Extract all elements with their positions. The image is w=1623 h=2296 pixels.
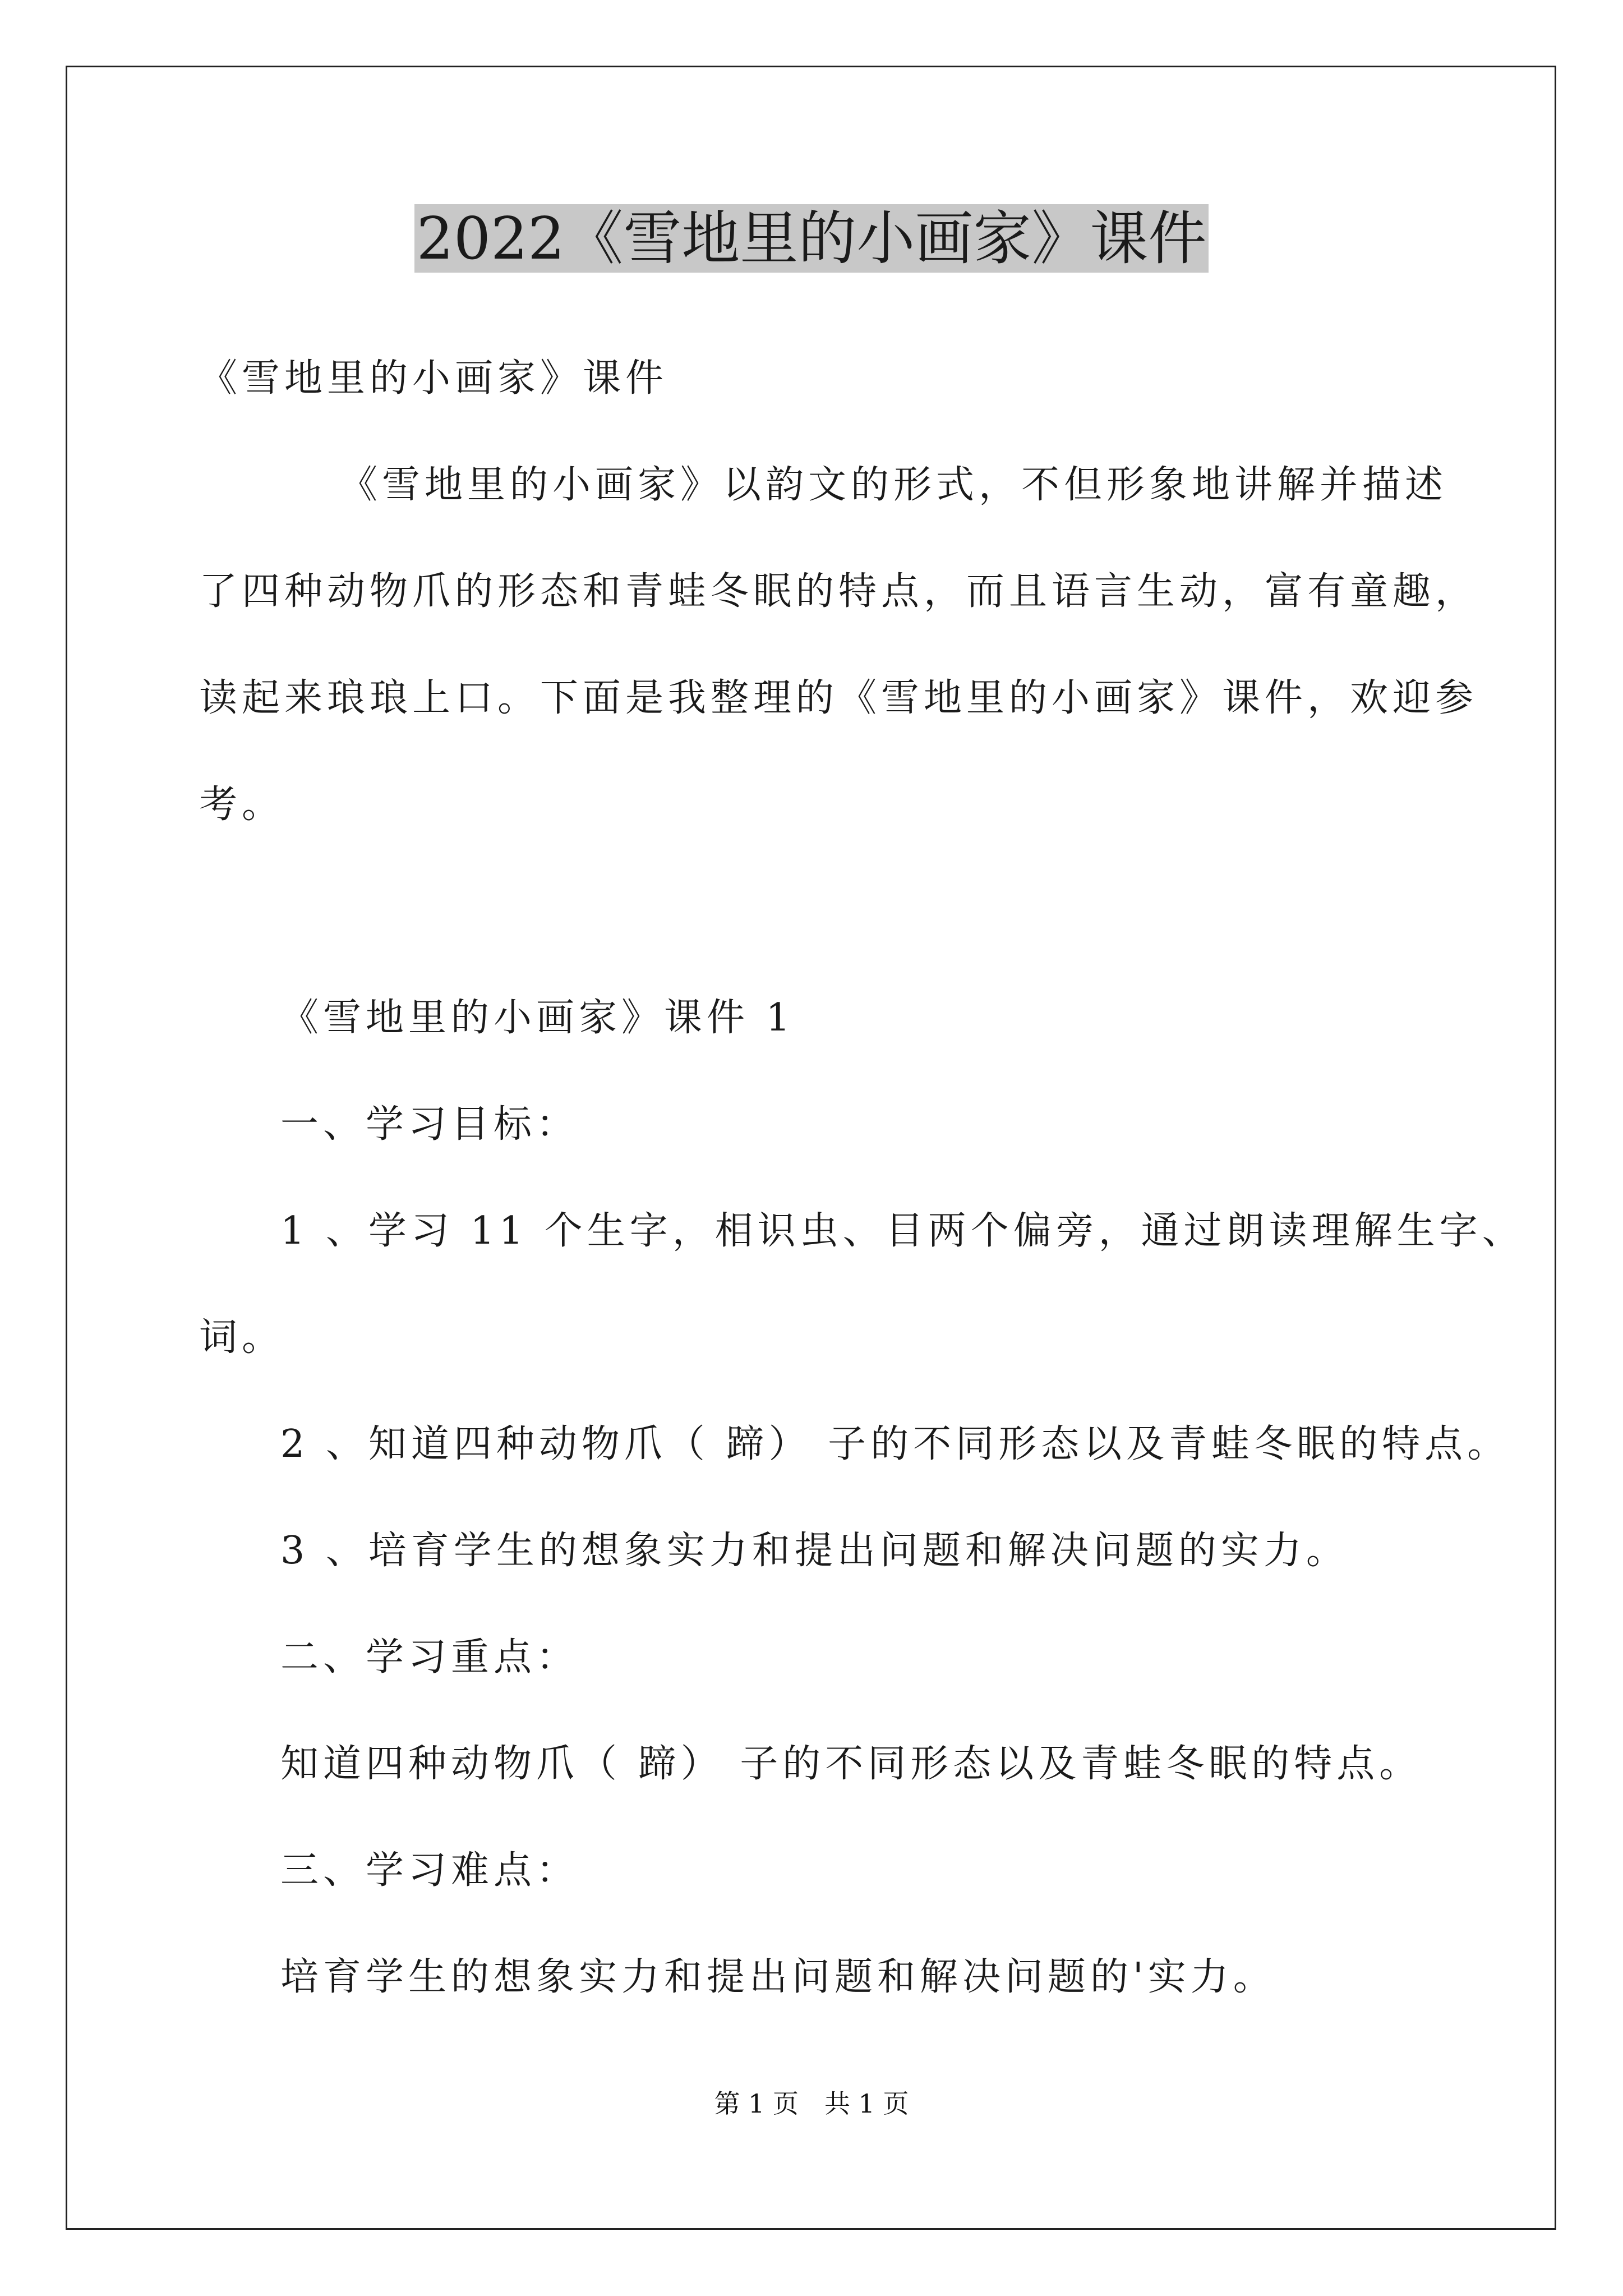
- body-line-1: 一、学习目标：: [280, 1102, 579, 1147]
- intro-line-1: 《雪地里的小画家》以韵文的形式，不但形象地讲解并描述: [339, 463, 1448, 507]
- body-line-3: 词。: [199, 1315, 285, 1360]
- body-line-7: 知道四种动物爪（ 蹄） 子的不同形态以及青蛙冬眠的特点。: [280, 1742, 1422, 1786]
- document-subtitle: 《雪地里的小画家》课件: [199, 356, 668, 401]
- document-title: [0, 199, 1623, 278]
- intro-line-4: 考。: [199, 783, 285, 827]
- section-heading: 《雪地里的小画家》课件 1: [280, 996, 795, 1040]
- intro-line-3: 读起来琅琅上口。下面是我整理的《雪地里的小画家》课件，欢迎参: [199, 676, 1478, 720]
- body-line-2: 1 、学习 11 个生字，相识虫、目两个偏旁，通过朗读理解生字、: [280, 1209, 1525, 1253]
- body-line-8: 三、学习难点：: [280, 1848, 579, 1893]
- body-line-6: 二、学习重点：: [280, 1635, 579, 1680]
- body-line-4: 2 、知道四种动物爪（ 蹄） 子的不同形态以及青蛙冬眠的特点。: [280, 1422, 1510, 1466]
- intro-line-2: 了四种动物爪的形态和青蛙冬眠的特点，而且语言生动，富有童趣，: [199, 569, 1478, 614]
- body-line-5: 3 、培育学生的想象实力和提出问题和解决问题的实力。: [280, 1529, 1349, 1573]
- body-line-9: 培育学生的想象实力和提出问题和解决问题的'实力。: [280, 1955, 1276, 1999]
- page-footer: 第 1 页 共 1 页: [714, 2088, 909, 2119]
- document-title-text: 2022《雪地里的小画家》课件: [414, 204, 1209, 273]
